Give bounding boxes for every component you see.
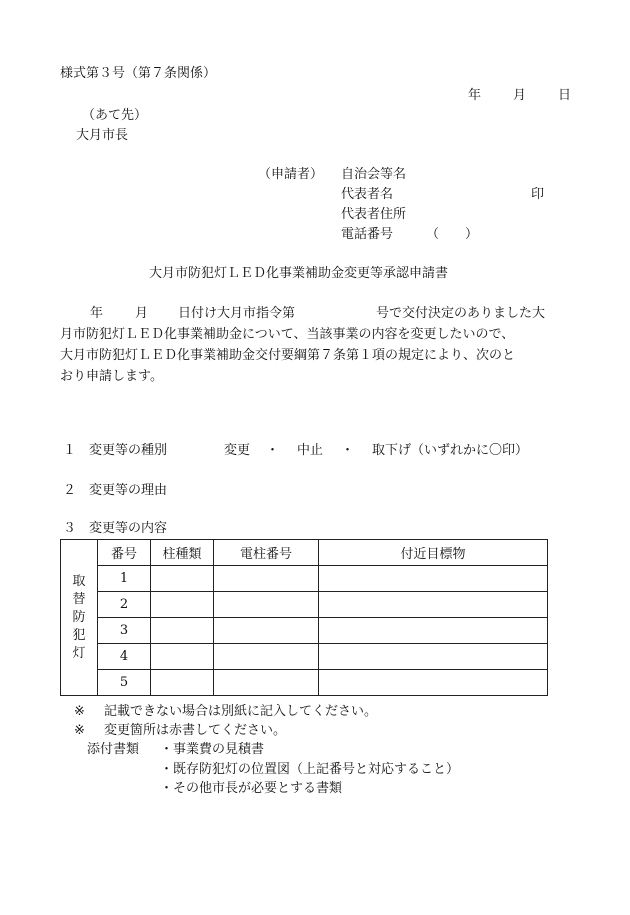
body-line2: 月市防犯灯ＬＥＤ化事業補助金について、当該事業の内容を変更したいので、 xyxy=(60,327,515,342)
side-label-char: 犯 xyxy=(72,627,86,643)
note2-mark: ※ xyxy=(74,723,85,738)
representative-label: 代表者名 xyxy=(341,187,394,202)
date-year: 年 xyxy=(468,88,482,103)
document-title: 大月市防犯灯ＬＥＤ化事業補助金変更等承認申請書 xyxy=(149,266,449,281)
pole-number-cell[interactable] xyxy=(214,566,319,592)
side-label-char: 防 xyxy=(72,609,86,625)
landmark-cell[interactable] xyxy=(319,644,548,670)
landmark-cell[interactable] xyxy=(319,670,548,696)
body-line4: おり申請します。 xyxy=(60,369,163,384)
separator-dot: ・ xyxy=(266,443,280,458)
rep-address-label: 代表者住所 xyxy=(341,207,407,222)
header-pole-type: 柱種類 xyxy=(151,540,214,566)
applicant-label: （申請者） xyxy=(258,167,324,182)
separator-dot: ・ xyxy=(341,443,355,458)
side-label-char: 灯 xyxy=(72,645,86,661)
header-number: 番号 xyxy=(98,540,151,566)
pole-type-cell[interactable] xyxy=(151,670,214,696)
table-row xyxy=(61,618,548,644)
item2-label: ２ 変更等の理由 xyxy=(63,483,168,498)
attachment-item: ・既存防犯灯の位置図（上記番号と対応すること） xyxy=(160,762,460,777)
pole-number-cell[interactable] xyxy=(214,592,319,618)
attachments-label: 添付書類 xyxy=(87,742,140,757)
addressee: 大月市長 xyxy=(76,128,129,143)
row-number: 1 xyxy=(98,566,151,592)
side-label-char: 取 xyxy=(72,573,86,589)
body-line1-end: 号で交付決定のありました大 xyxy=(376,306,546,321)
date-month: 月 xyxy=(513,88,527,103)
org-name-label: 自治会等名 xyxy=(341,167,407,182)
row-number: 5 xyxy=(98,670,151,696)
header-pole-number: 電柱番号 xyxy=(214,540,319,566)
body-month: 月 xyxy=(135,306,149,321)
option-withdraw: 取下げ（いずれかに〇印） xyxy=(372,443,529,458)
pole-number-cell[interactable] xyxy=(214,644,319,670)
landmark-cell[interactable] xyxy=(319,592,548,618)
phone-label: 電話番号 xyxy=(341,227,394,242)
body-line1-mid: 日付け大月市指令第 xyxy=(178,306,296,321)
seal-mark: 印 xyxy=(531,187,545,202)
option-change: 変更 xyxy=(224,443,251,458)
body-line3: 大月市防犯灯ＬＥＤ化事業補助金交付要綱第７条第１項の規定により、次のと xyxy=(60,348,516,363)
note2-text: 変更箇所は赤書してください。 xyxy=(104,723,287,738)
pole-type-cell[interactable] xyxy=(151,644,214,670)
form-number: 様式第３号（第７条関係） xyxy=(60,66,217,81)
pole-number-cell[interactable] xyxy=(214,670,319,696)
row-number: 2 xyxy=(98,592,151,618)
table-row xyxy=(61,592,548,618)
pole-type-cell[interactable] xyxy=(151,592,214,618)
option-stop: 中止 xyxy=(297,443,324,458)
replacement-lights-table xyxy=(60,539,548,696)
table-row xyxy=(61,670,548,696)
note1-mark: ※ xyxy=(74,704,85,719)
table-row xyxy=(61,644,548,670)
body-year: 年 xyxy=(90,306,104,321)
phone-paren: （ ） xyxy=(426,227,479,242)
table-row xyxy=(61,566,548,592)
pole-number-cell[interactable] xyxy=(214,618,319,644)
pole-type-cell[interactable] xyxy=(151,618,214,644)
date-day: 日 xyxy=(558,88,572,103)
attachment-item: ・その他市長が必要とする書類 xyxy=(160,781,343,796)
side-label-cell xyxy=(61,540,98,696)
landmark-cell[interactable] xyxy=(319,566,548,592)
item3-label: ３ 変更等の内容 xyxy=(63,521,168,536)
pole-type-cell[interactable] xyxy=(151,566,214,592)
addressee-label: （あて先） xyxy=(82,108,148,123)
item1-label: １ 変更等の種別 xyxy=(63,443,168,458)
header-landmark: 付近目標物 xyxy=(319,540,548,566)
row-number: 4 xyxy=(98,644,151,670)
table-header-row xyxy=(61,540,548,566)
note1-text: 記載できない場合は別紙に記入してください。 xyxy=(104,704,378,719)
row-number: 3 xyxy=(98,618,151,644)
attachment-item: ・事業費の見積書 xyxy=(160,742,265,757)
side-label-char: 替 xyxy=(72,591,86,607)
landmark-cell[interactable] xyxy=(319,618,548,644)
